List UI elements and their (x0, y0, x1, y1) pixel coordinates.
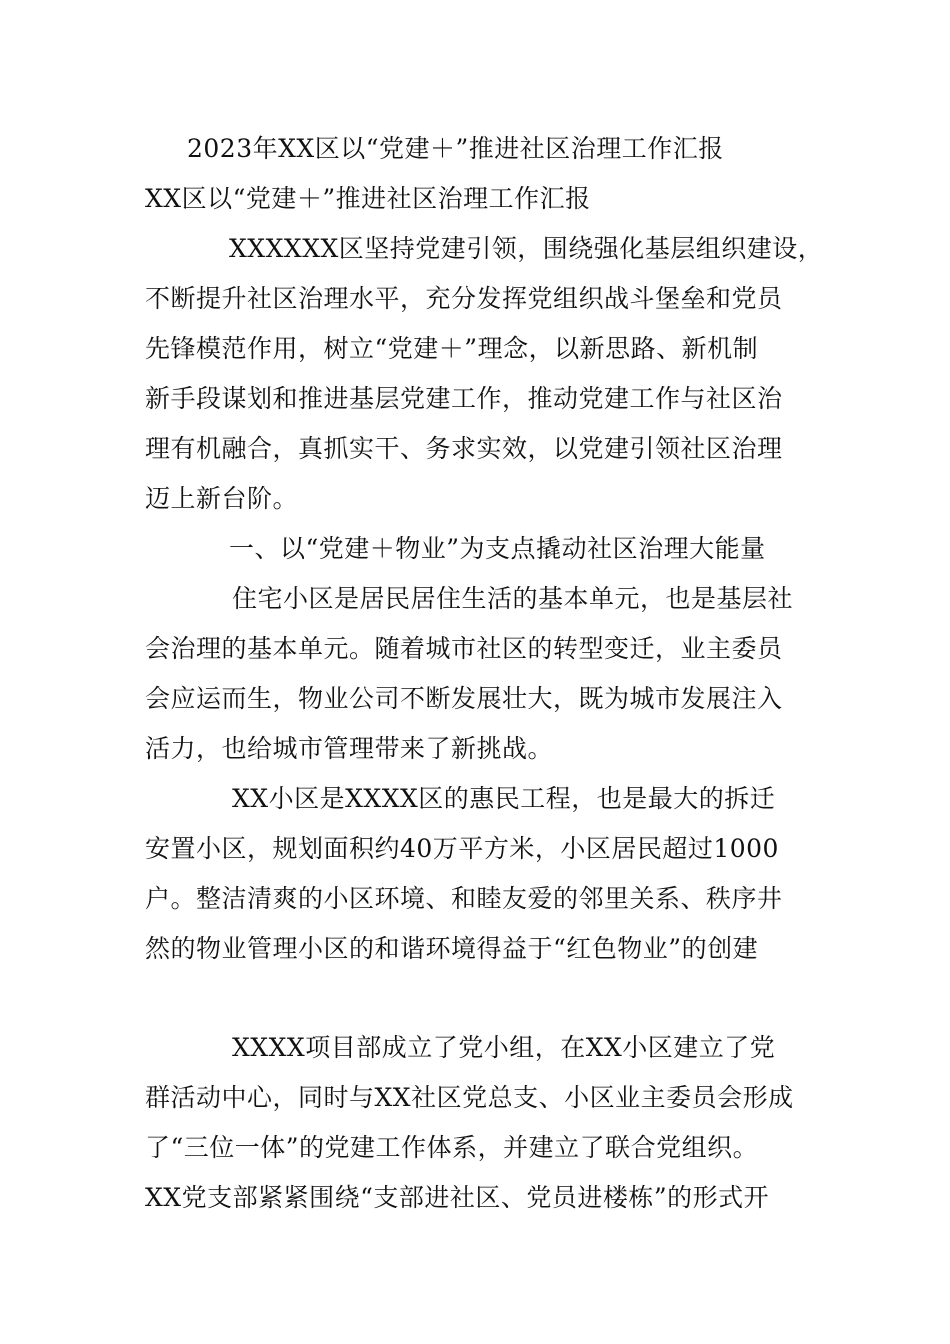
paragraph-3-line-4: 然的物业管理小区的和谐环境得益于“红色物业”的创建 (145, 934, 759, 963)
paragraph-1-line-1: XXXXXX区坚持党建引领，围绕强化基层组织建设， (229, 234, 824, 263)
section-heading-1: 一、以“党建＋物业”为支点撬动社区治理大能量 (229, 534, 766, 563)
paragraph-2-line-3: 会应运而生，物业公司不断发展壮大，既为城市发展注入 (145, 684, 783, 713)
paragraph-4-line-2: 群活动中心，同时与XX社区党总支、小区业主委员会形成 (145, 1083, 794, 1112)
paragraph-1-line-2: 不断提升社区治理水平，充分发挥党组织战斗堡垒和党员 (145, 284, 783, 313)
paragraph-4-line-4: XX党支部紧紧围绕“支部进社区、党员进楼栋”的形式开 (145, 1183, 770, 1212)
paragraph-2-line-1: 住宅小区是居民居住生活的基本单元，也是基层社 (232, 584, 794, 613)
document-title: 2023年XX区以“党建＋”推进社区治理工作汇报 (187, 134, 724, 163)
paragraph-2-line-4: 活力，也给城市管理带来了新挑战。 (145, 734, 554, 763)
paragraph-2-line-2: 会治理的基本单元。随着城市社区的转型变迁，业主委员 (145, 634, 783, 663)
paragraph-3-line-3: 户。整洁清爽的小区环境、和睦友爱的邻里关系、秩序井 (145, 884, 783, 913)
paragraph-3-line-1: XX小区是XXXX区的惠民工程，也是最大的拆迁 (232, 784, 776, 813)
paragraph-1-line-6: 迈上新台阶。 (145, 484, 299, 513)
paragraph-1-line-3: 先锋模范作用，树立“党建＋”理念，以新思路、新机制 (145, 334, 759, 363)
paragraph-1-line-4: 新手段谋划和推进基层党建工作，推动党建工作与社区治 (145, 384, 783, 413)
paragraph-3-line-2: 安置小区，规划面积约40万平方米，小区居民超过1000 (145, 834, 779, 863)
document-subtitle: XX区以“党建＋”推进社区治理工作汇报 (145, 184, 591, 213)
paragraph-4-line-3: 了“三位一体”的党建工作体系，并建立了联合党组织。 (145, 1133, 759, 1162)
paragraph-1-line-5: 理有机融合，真抓实干、务求实效，以党建引领社区治理 (145, 434, 783, 463)
paragraph-4-line-1: XXXX项目部成立了党小组，在XX小区建立了党 (232, 1033, 776, 1062)
